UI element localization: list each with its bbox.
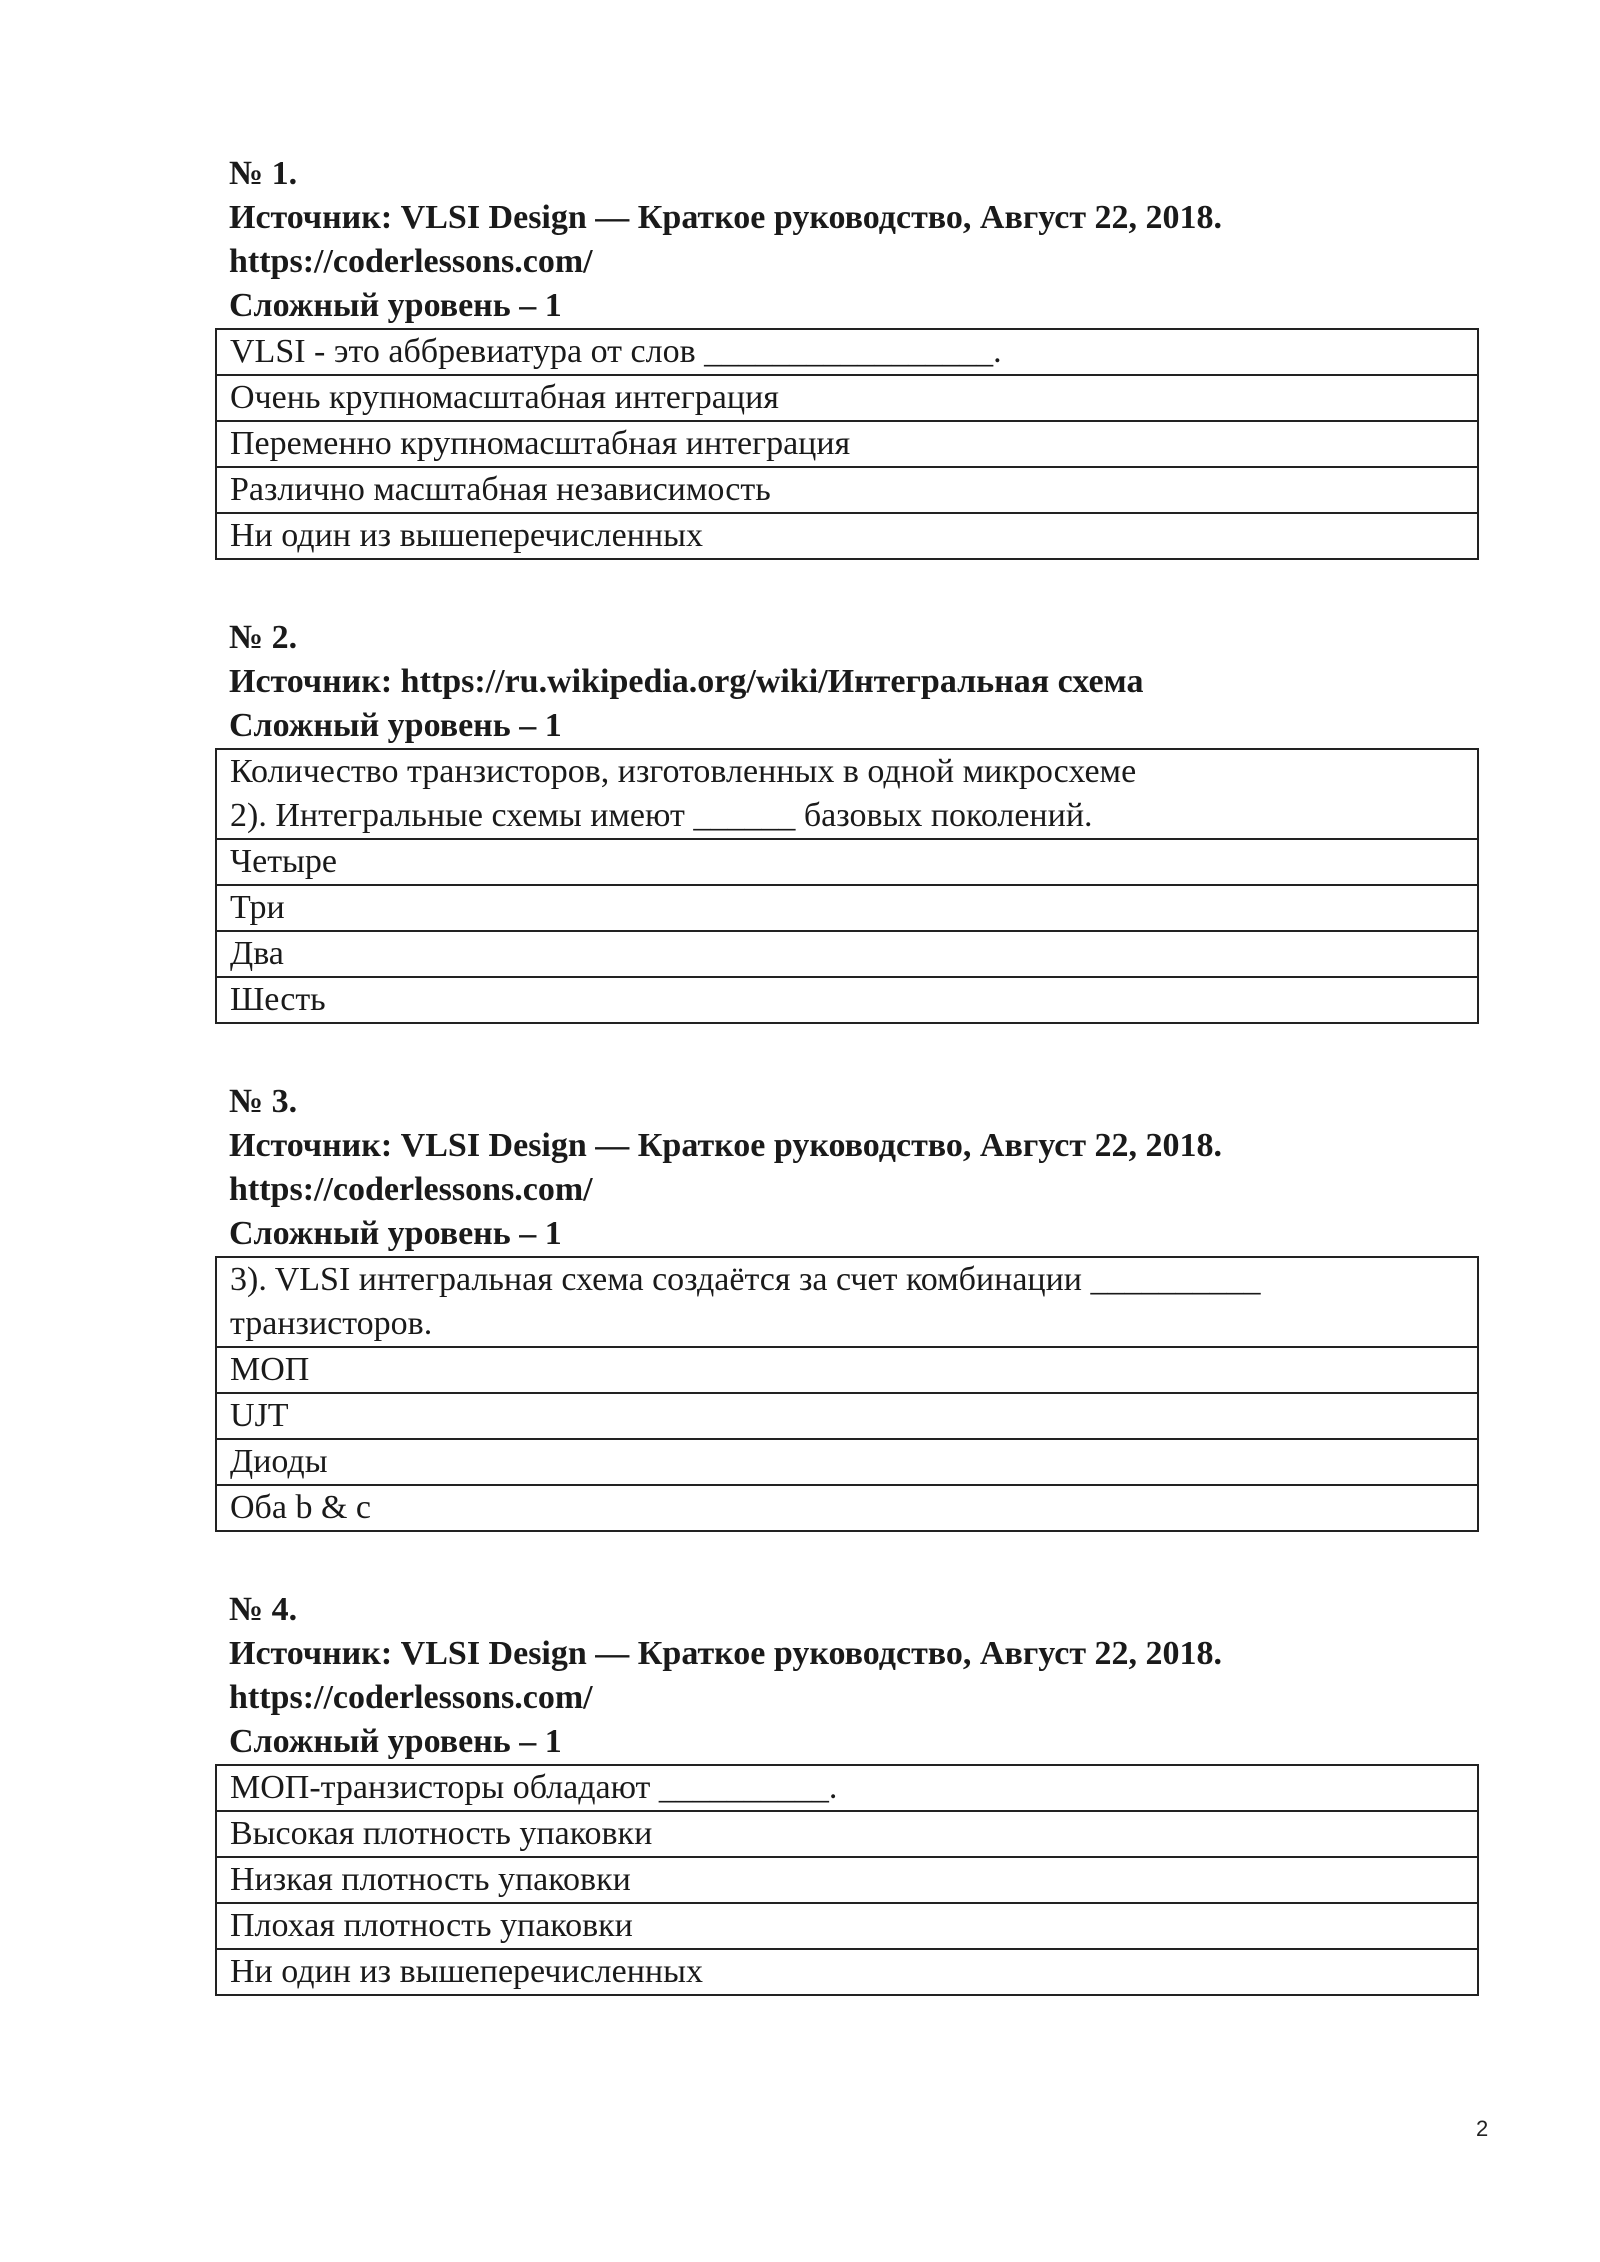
question-text-row — [217, 330, 1477, 376]
answer-option-b: Переменно крупномасштабная интеграция — [217, 422, 1477, 468]
question-text-line: VLSI - это аббревиатура от слов _________________. — [230, 333, 1002, 370]
difficulty-level: Сложный уровень – 1 — [229, 1215, 562, 1252]
answer-option-b: Низкая плотность упаковки — [217, 1858, 1477, 1904]
question-text-row — [217, 750, 1477, 840]
answer-option-a: Четыре — [217, 840, 1477, 886]
answer-option-a: Высокая плотность упаковки — [217, 1812, 1477, 1858]
answer-option-c: Диоды — [217, 1440, 1477, 1486]
question-text-line: 3). VLSI интегральная схема создаётся за счет комбинации __________ — [230, 1261, 1261, 1298]
question-table — [215, 1764, 1479, 1996]
question-header — [229, 1588, 1479, 1764]
question-table — [215, 328, 1479, 560]
question-source: Источник: VLSI Design — Краткое руководство, Август 22, 2018. — [229, 199, 1223, 236]
question-source-url: https://coderlessons.com/ — [229, 243, 593, 280]
question-table — [215, 748, 1479, 1024]
answer-option-b: UJT — [217, 1394, 1477, 1440]
question-number: № 2. — [229, 619, 298, 656]
question-header — [229, 1080, 1479, 1256]
question-block-1 — [229, 152, 1479, 560]
question-source: Источник: VLSI Design — Краткое руководство, Август 22, 2018. — [229, 1127, 1223, 1164]
question-block-4 — [229, 1588, 1479, 1996]
page-number: 2 — [1476, 2116, 1489, 2141]
question-text-line: транзисторов. — [230, 1305, 433, 1342]
question-table — [215, 1256, 1479, 1532]
question-source: Источник: VLSI Design — Краткое руководство, Август 22, 2018. — [229, 1635, 1223, 1672]
question-block-2 — [229, 616, 1479, 1024]
answer-option-d: Оба b & c — [230, 1489, 371, 1526]
answer-option-c: Два — [217, 932, 1477, 978]
answer-option-d: Шесть — [230, 981, 326, 1018]
question-text-row — [217, 1766, 1477, 1812]
answer-option-a: МОП — [217, 1348, 1477, 1394]
question-source: Источник: https://ru.wikipedia.org/wiki/Интегральная схема — [229, 663, 1144, 700]
question-source-url: https://coderlessons.com/ — [229, 1679, 593, 1716]
question-header — [229, 152, 1479, 328]
difficulty-level: Сложный уровень – 1 — [229, 287, 562, 324]
difficulty-level: Сложный уровень – 1 — [229, 707, 562, 744]
question-text-line: МОП-транзисторы обладают __________. — [230, 1769, 838, 1806]
question-text-line: 2). Интегральные схемы имеют ______ базовых поколений. — [230, 797, 1093, 834]
question-number: № 1. — [229, 155, 298, 192]
answer-option-d: Ни один из вышеперечисленных — [230, 517, 703, 554]
question-text-line: Количество транзисторов, изготовленных в одной микросхеме — [230, 753, 1137, 790]
answer-option-c: Различно масштабная независимость — [217, 468, 1477, 514]
answer-option-a: Очень крупномасштабная интеграция — [217, 376, 1477, 422]
question-source-url: https://coderlessons.com/ — [229, 1171, 593, 1208]
answer-option-b: Три — [217, 886, 1477, 932]
question-text-row — [217, 1258, 1477, 1348]
question-header — [229, 616, 1479, 748]
answer-option-d: Ни один из вышеперечисленных — [230, 1953, 703, 1990]
document-page — [229, 152, 1479, 1996]
difficulty-level: Сложный уровень – 1 — [229, 1723, 562, 1760]
question-number: № 3. — [229, 1083, 298, 1120]
question-number: № 4. — [229, 1591, 298, 1628]
question-block-3 — [229, 1080, 1479, 1532]
answer-option-c: Плохая плотность упаковки — [217, 1904, 1477, 1950]
